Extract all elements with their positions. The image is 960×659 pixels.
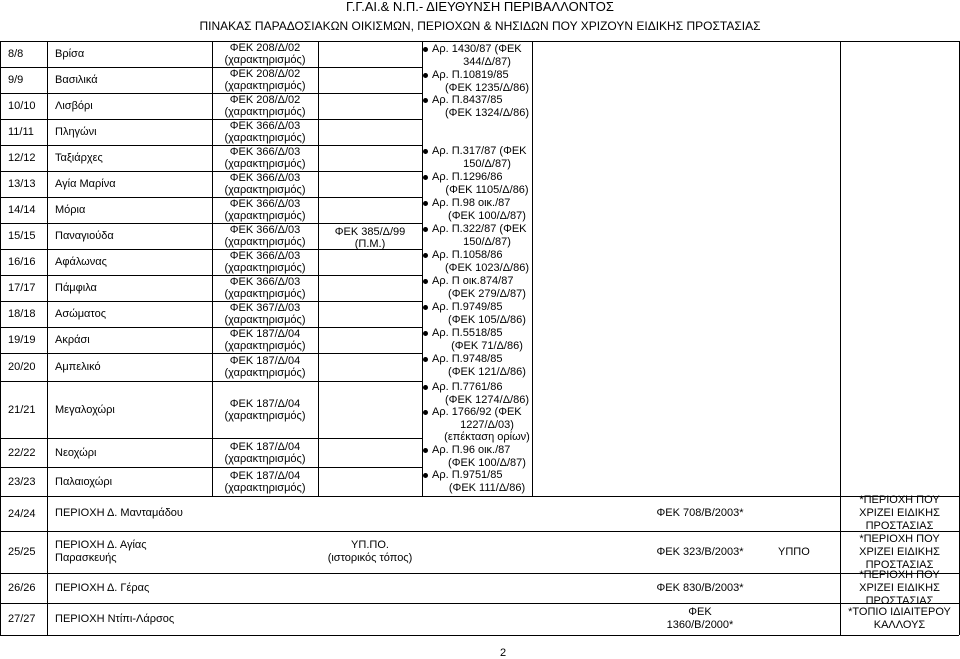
row-border: [0, 531, 959, 532]
area-fek-reference: [640, 582, 760, 595]
column-border: [0, 41, 1, 635]
area-protection-note: [840, 606, 959, 632]
area-protection-note: [840, 569, 959, 608]
row-border: [0, 119, 422, 120]
text-line: ΠΡΟΣΤΑΣΙΑΣ: [865, 520, 934, 532]
column-border: [318, 41, 319, 496]
text-line: ΦΕΚ 187/Δ/04: [229, 397, 301, 410]
text-line: ΦΕΚ: [688, 606, 712, 618]
village-name: Πάμφιλα: [55, 282, 97, 294]
row-number: 10/10: [8, 100, 36, 112]
village-name: Παναγιούδα: [55, 230, 114, 242]
text-line: *ΠΕΡΙΟΧΗ ΠΟΥ: [859, 494, 940, 506]
text-line: ΦΕΚ 366/Δ/03: [229, 198, 301, 210]
area-fek-reference: [640, 546, 760, 559]
row-number: 16/16: [8, 256, 36, 268]
area-fek-reference: [640, 606, 760, 632]
village-name: Λισβόρι: [55, 100, 93, 112]
text-line: *ΠΕΡΙΟΧΗ ΠΟΥ: [859, 568, 940, 581]
area-name: [55, 613, 174, 626]
reference-entry: [422, 327, 542, 352]
merged-fek-reference: [318, 226, 422, 250]
text-line: (ΦΕΚ 1235/Δ/86): [445, 81, 529, 94]
row-number: 20/20: [8, 361, 36, 373]
text-line: ΦΕΚ 366/Δ/03: [229, 250, 301, 262]
reference-entry: [422, 406, 542, 444]
text-line: ΦΕΚ 366/Δ/03: [229, 276, 301, 288]
table-top-border: [0, 41, 959, 42]
text-line: (ΦΕΚ 100/Δ/87): [448, 456, 526, 469]
area-name: [55, 507, 183, 520]
text-line: (χαρακτηρισμός): [224, 452, 306, 465]
text-line: Αρ. Π.1296/86: [432, 171, 503, 183]
row-border: [0, 353, 422, 354]
text-line: 1227/Δ/03): [460, 418, 514, 431]
fek-reference: [212, 355, 318, 379]
row-border: [0, 197, 422, 198]
text-line: (χαρακτηρισμός): [224, 314, 306, 326]
text-line: ΦΕΚ 323/Β/2003*: [656, 545, 744, 558]
text-line: ΦΕΚ 367/Δ/03: [229, 302, 301, 314]
row-border: [0, 327, 422, 328]
reference-entry: [422, 381, 542, 406]
row-number: 23/23: [8, 475, 36, 488]
row-border: [0, 93, 422, 94]
reference-entry: [422, 301, 542, 326]
village-name: Παλαιοχώρι: [55, 475, 113, 488]
text-line: (ΦΕΚ 1023/Δ/86): [445, 261, 529, 274]
text-line: (ΦΕΚ 279/Δ/87): [448, 287, 526, 300]
fek-reference: [212, 398, 318, 422]
text-line: ΦΕΚ 366/Δ/03: [229, 120, 301, 132]
row-number: 21/21: [8, 403, 36, 416]
village-name: Αφάλωνας: [55, 256, 107, 268]
text-line: ΧΡΙΖΕΙ ΕΙΔΙΚΗΣ: [859, 507, 940, 519]
text-line: Αρ. 1766/92 (ΦΕΚ: [432, 406, 522, 418]
text-line: Παρασκευής: [55, 552, 117, 564]
text-line: ΦΕΚ 208/Δ/02: [229, 94, 301, 106]
row-number: 14/14: [8, 204, 36, 216]
village-name: Πληγώνι: [55, 126, 97, 138]
row-number: 9/9: [8, 74, 24, 86]
row-border: [0, 467, 422, 468]
text-line: (ΦΕΚ 111/Δ/86): [448, 481, 526, 494]
document-title: Γ.Γ.ΑΙ.& Ν.Π.- ΔΙΕΥΘΥΝΣΗ ΠΕΡΙΒΑΛΛΟΝΤΟΣ: [346, 0, 614, 14]
village-name: Βασιλικά: [55, 74, 98, 86]
reference-entry: [422, 249, 542, 274]
fek-reference: [212, 328, 318, 352]
text-line: (ΦΕΚ 71/Δ/86): [451, 339, 523, 352]
fek-reference: [212, 441, 318, 465]
row-number: 24/24: [8, 507, 36, 520]
area-protection-note: [840, 533, 959, 572]
text-line: ΦΕΚ 187/Δ/04: [229, 440, 301, 453]
row-number: 15/15: [8, 230, 36, 242]
text-line: ΥΠ.ΠΟ.: [351, 539, 389, 551]
text-line: ΚΑΛΛΟΥΣ: [873, 619, 926, 631]
fek-reference: [212, 302, 318, 326]
reference-entry: [422, 145, 542, 170]
text-line: Αρ. Π.7761/86: [432, 381, 503, 393]
text-line: ΠΕΡΙΟΧΗ Δ. Μανταμάδου: [55, 507, 183, 519]
text-line: (ΦΕΚ 121/Δ/86): [448, 365, 526, 378]
text-line: (χαρακτηρισμός): [224, 340, 306, 352]
text-line: 1360/Β/2000*: [666, 619, 734, 631]
row-border: [0, 275, 422, 276]
text-line: (χαρακτηρισμός): [224, 262, 306, 274]
text-line: (Π.Μ.): [354, 238, 386, 250]
text-line: ΠΡΟΣΤΑΣΙΑΣ: [865, 594, 934, 607]
row-border: [0, 603, 959, 604]
text-line: Αρ. Π.8437/85: [432, 94, 503, 106]
village-name: Ταξιάρχες: [55, 152, 103, 164]
row-number: 19/19: [8, 334, 36, 346]
reference-entry: [422, 469, 542, 494]
reference-entry: [422, 223, 542, 248]
row-border: [0, 145, 422, 146]
reference-entry: [422, 197, 542, 222]
row-border: [0, 573, 959, 574]
fek-reference: [212, 250, 318, 274]
text-line: Αρ. Π.96 οικ./87: [432, 444, 511, 456]
fek-reference: [212, 224, 318, 248]
area-name: [55, 539, 147, 565]
text-line: (χαρακτηρισμός): [224, 210, 306, 222]
ministry-abbreviation: ΥΠΠΟ: [778, 546, 810, 558]
fek-reference: [212, 68, 318, 92]
text-line: (ΦΕΚ 1105/Δ/86): [445, 183, 529, 196]
text-line: 344/Δ/87): [463, 55, 511, 68]
row-border: [0, 496, 959, 497]
text-line: ΠΡΟΣΤΑΣΙΑΣ: [865, 558, 934, 571]
text-line: (χαρακτηρισμός): [224, 132, 306, 144]
text-line: *ΤΟΠΙΟ ΙΔΙΑΙΤΕΡΟΥ: [848, 606, 951, 618]
text-line: (ΦΕΚ 100/Δ/87): [448, 209, 526, 222]
text-line: Αρ. Π.9748/85: [432, 353, 503, 365]
village-name: Αγία Μαρίνα: [55, 178, 116, 190]
text-line: Αρ. Π.5518/85: [432, 327, 503, 339]
text-line: *ΠΕΡΙΟΧΗ ΠΟΥ: [859, 532, 940, 545]
text-line: (ΦΕΚ 105/Δ/86): [448, 313, 526, 326]
text-line: ΠΕΡΙΟΧΗ Δ. Αγίας: [55, 539, 147, 551]
text-line: ΠΕΡΙΟΧΗ Δ. Γέρας: [55, 581, 150, 594]
area-fek-reference: [640, 507, 760, 520]
text-line: ΦΕΚ 187/Δ/04: [229, 469, 301, 482]
text-line: (χαρακτηρισμός): [224, 158, 306, 170]
text-line: Αρ. Π.10819/85: [432, 69, 509, 81]
row-number: 11/11: [8, 126, 34, 138]
text-line: (χαρακτηρισμός): [224, 367, 306, 379]
text-line: Αρ. Π.9749/85: [432, 301, 503, 313]
village-name: Ασώματος: [55, 308, 107, 320]
text-line: ΦΕΚ 830/Β/2003*: [656, 581, 744, 594]
row-number: 8/8: [8, 48, 24, 60]
reference-entry: [422, 275, 542, 300]
village-name: Βρίσα: [55, 48, 85, 60]
text-line: ΦΕΚ 366/Δ/03: [229, 172, 301, 184]
area-name: [55, 582, 149, 595]
text-line: Αρ. Π.9751/85: [432, 469, 503, 481]
fek-reference: [212, 470, 318, 494]
text-line: (χαρακτηρισμός): [224, 288, 306, 300]
row-number: 18/18: [8, 308, 36, 320]
column-border: [47, 41, 48, 635]
village-name: Νεοχώρι: [55, 446, 97, 459]
text-line: ΦΕΚ 366/Δ/03: [229, 146, 301, 158]
village-name: Ακράσι: [55, 334, 90, 346]
text-line: (ιστορικός τόπος): [327, 552, 413, 564]
area-protection-note: [840, 494, 959, 533]
row-number: 12/12: [8, 152, 36, 164]
fek-reference: [212, 276, 318, 300]
fek-reference: [212, 172, 318, 196]
text-line: (χαρακτηρισμός): [224, 80, 306, 92]
village-name: Αμπελικό: [55, 361, 101, 373]
reference-entry: [422, 69, 542, 94]
row-border: [0, 301, 422, 302]
row-border: [0, 67, 422, 68]
fek-reference: [212, 120, 318, 144]
row-border: [0, 381, 422, 382]
text-line: (ΦΕΚ 1274/Δ/86): [445, 393, 529, 406]
text-line: Αρ. 1430/87 (ΦΕΚ: [432, 43, 522, 55]
reference-entry: [422, 171, 542, 196]
fek-reference: [212, 42, 318, 66]
row-border: [0, 171, 422, 172]
village-name: Μόρια: [55, 204, 86, 216]
text-line: ΦΕΚ 187/Δ/04: [229, 355, 301, 367]
text-line: 150/Δ/87): [463, 235, 511, 248]
text-line: (χαρακτηρισμός): [224, 481, 306, 494]
document-subtitle: ΠΙΝΑΚΑΣ ΠΑΡΑΔΟΣΙΑΚΩΝ ΟΙΚΙΣΜΩΝ, ΠΕΡΙΟΧΩΝ & ΝΗΣΙΔΩΝ ΠΟΥ ΧΡΙΖΟΥΝ ΕΙΔΙΚΗΣ ΠΡΟΣΤΑΣΙΑΣ: [199, 19, 761, 33]
row-number: 27/27: [8, 613, 36, 625]
ministry-designation: [318, 539, 422, 565]
row-number: 25/25: [8, 546, 36, 558]
text-line: Αρ. Π.317/87 (ΦΕΚ: [432, 145, 527, 157]
fek-reference: [212, 146, 318, 170]
text-line: ΧΡΙΖΕΙ ΕΙΔΙΚΗΣ: [859, 545, 940, 558]
text-line: Αρ. Π.1058/86: [432, 249, 503, 261]
text-line: (χαρακτηρισμός): [224, 236, 306, 248]
reference-entry: [422, 444, 542, 469]
reference-entry: [422, 353, 542, 378]
row-border: [0, 438, 422, 439]
reference-entry: [422, 94, 542, 119]
page-number: 2: [500, 647, 507, 659]
reference-entry: [422, 43, 542, 68]
row-number: 17/17: [8, 282, 36, 294]
text-line: ΦΕΚ 366/Δ/03: [229, 224, 301, 236]
text-line: (χαρακτηρισμός): [224, 106, 306, 118]
row-border: [0, 223, 422, 224]
text-line: ΧΡΙΖΕΙ ΕΙΔΙΚΗΣ: [859, 581, 940, 594]
text-line: 150/Δ/87): [463, 157, 511, 170]
text-line: Αρ. Π.98 οικ./87: [432, 197, 511, 209]
text-line: ΠΕΡΙΟΧΗ Ντίπι-Λάρσος: [55, 612, 175, 625]
text-line: Αρ. Π οικ.874/87: [432, 275, 514, 287]
text-line: ΦΕΚ 385/Δ/99: [334, 226, 406, 238]
village-name: Μεγαλοχώρι: [55, 403, 115, 416]
text-line: ΦΕΚ 708/Β/2003*: [656, 507, 744, 519]
fek-reference: [212, 198, 318, 222]
text-line: Αρ. Π.322/87 (ΦΕΚ: [432, 223, 527, 235]
text-line: (χαρακτηρισμός): [224, 184, 306, 196]
text-line: ΦΕΚ 208/Δ/02: [229, 68, 301, 80]
text-line: (ΦΕΚ 1324/Δ/86): [445, 106, 529, 119]
row-number: 26/26: [8, 582, 36, 594]
row-number: 13/13: [8, 178, 36, 190]
text-line: (χαρακτηρισμός): [224, 54, 306, 66]
row-border: [0, 635, 959, 636]
text-line: (επέκταση ορίων): [444, 431, 530, 443]
fek-reference: [212, 94, 318, 118]
text-line: ΦΕΚ 187/Δ/04: [229, 328, 301, 340]
text-line: (χαρακτηρισμός): [224, 409, 306, 422]
text-line: ΦΕΚ 208/Δ/02: [229, 42, 301, 54]
row-number: 22/22: [8, 446, 36, 459]
